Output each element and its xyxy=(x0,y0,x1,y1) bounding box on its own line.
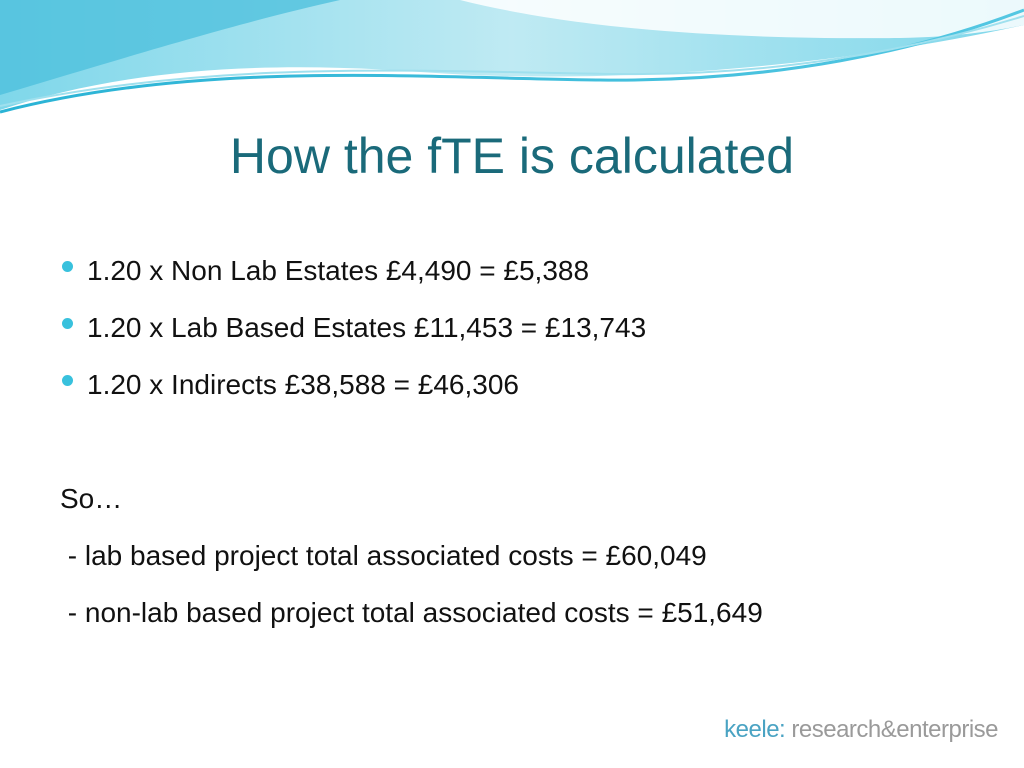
bullet-text: 1.20 x Lab Based Estates £11,453 = £13,743 xyxy=(87,311,647,343)
bullet-text: 1.20 x Non Lab Estates £4,490 = £5,388 xyxy=(87,254,590,286)
summary-intro: So… xyxy=(60,483,123,514)
summary-block xyxy=(60,470,763,641)
logo-tagline: research&enterprise xyxy=(791,716,998,743)
header-wave-graphic xyxy=(0,0,1024,120)
logo-brand: keele: xyxy=(724,716,786,743)
bullet-text: 1.20 x Indirects £38,588 = £46,306 xyxy=(87,368,519,400)
summary-line-lab-based: - lab based project total associated costs = £60,049 xyxy=(60,540,707,571)
bullet-dot-icon xyxy=(62,375,73,386)
bullet-list xyxy=(60,242,646,413)
bullet-item-indirects xyxy=(60,356,646,413)
summary-line-non-lab-based: - non-lab based project total associated costs = £51,649 xyxy=(60,597,763,628)
bullet-dot-icon xyxy=(62,318,73,329)
bullet-item-non-lab-estates xyxy=(60,242,646,299)
bullet-item-lab-based-estates xyxy=(60,299,646,356)
keele-logo xyxy=(724,716,998,744)
bullet-dot-icon xyxy=(62,261,73,272)
slide-title: How the fTE is calculated xyxy=(229,128,795,184)
